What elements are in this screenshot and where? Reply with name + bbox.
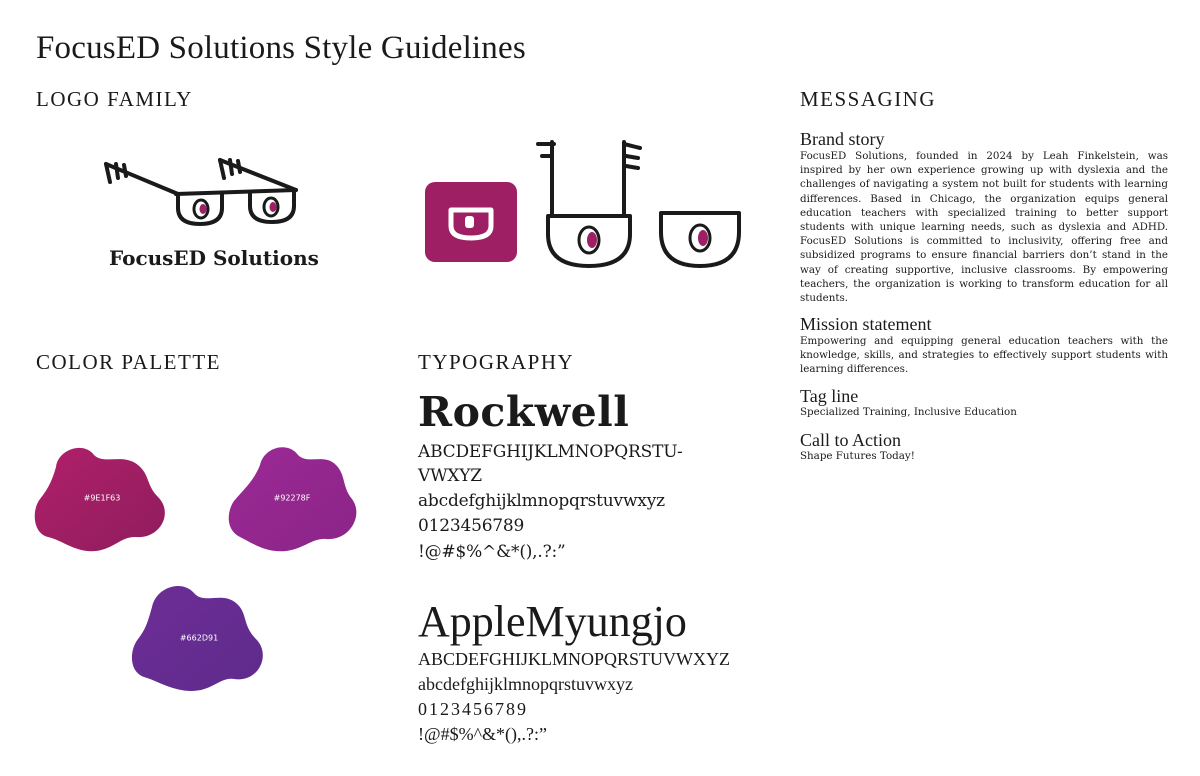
blob-shape [34, 443, 170, 553]
specimen-symbols: !@#$%^&*(),.?:” [418, 542, 566, 562]
swatch-hex-label: #92278F [273, 493, 311, 503]
specimen-numbers: 0123456789 [418, 699, 528, 719]
swatch-hex-label: #662D91 [179, 633, 219, 643]
font-name-applemyungjo: AppleMyungjo [418, 597, 687, 646]
specimen-uppercase: VWXYZ [418, 466, 482, 486]
specimen-lowercase: abcdefghijklmnopqrstuvwxyz [418, 491, 665, 511]
font-name-rockwell: Rockwell [418, 388, 630, 436]
mission-statement-text: Empowering and equipping general education teachers with the knowledge, skills, and strategies to effectively support students with learning differences. [800, 335, 1168, 376]
swatch-hex-label: #9E1F63 [83, 493, 121, 503]
logo-family-heading: LOGO FAMILY [36, 87, 193, 111]
specimen-numbers: 0123456789 [418, 516, 525, 536]
specimen-uppercase: ABCDEFGHIJKLMNOPQRSTUVWXYZ [418, 649, 731, 669]
typography-heading: TYPOGRAPHY [418, 350, 575, 374]
color-swatch [34, 443, 170, 553]
blob-shape [130, 583, 268, 693]
logo-wordmark: FocusED Solutions [109, 246, 319, 270]
specimen-uppercase: ABCDEFGHIJKLMNOPQRSTU- [418, 442, 683, 462]
mission-statement-title: Mission statement [800, 314, 932, 334]
color-palette-heading: COLOR PALETTE [36, 350, 221, 374]
page-title: FocusED Solutions Style Guidelines [36, 30, 526, 66]
call-to-action-title: Call to Action [800, 430, 901, 450]
app-icon [425, 182, 517, 262]
color-swatch [224, 443, 360, 553]
tagline-title: Tag line [800, 386, 859, 406]
specimen-lowercase: abcdefghijklmnopqrstuvwxyz [418, 674, 633, 694]
specimen-symbols: !@#$%^&*(),.?:” [418, 724, 547, 744]
call-to-action-text: Shape Futures Today! [800, 450, 915, 462]
messaging-heading: MESSAGING [800, 87, 937, 111]
blob-shape [224, 443, 360, 553]
glasses-vertical-icon [534, 138, 646, 272]
tagline-text: Specialized Training, Inclusive Education [800, 406, 1017, 418]
color-swatch [130, 583, 268, 693]
brand-story-text: FocusED Solutions, founded in 2024 by Leah Finkelstein, was inspired by her own experience growing up with dyslexia and the challenges of navigating a system not built for students with learning differences. Based in Chicago, the organization equips general education teachers with specialized training to better support students with unique learning needs, such as dyslexia and ADHD. FocusED Solutions is committed to inclusivity, offering free and subsidized programs to ensure financial barriers don’t stand in the way of creating supportive, inclusive classrooms. By empowering teachers, the organization is working to transform education for all students. [800, 150, 1168, 305]
brand-story-title: Brand story [800, 129, 885, 149]
glasses-logo-icon [100, 152, 310, 232]
eye-icon [658, 208, 742, 270]
